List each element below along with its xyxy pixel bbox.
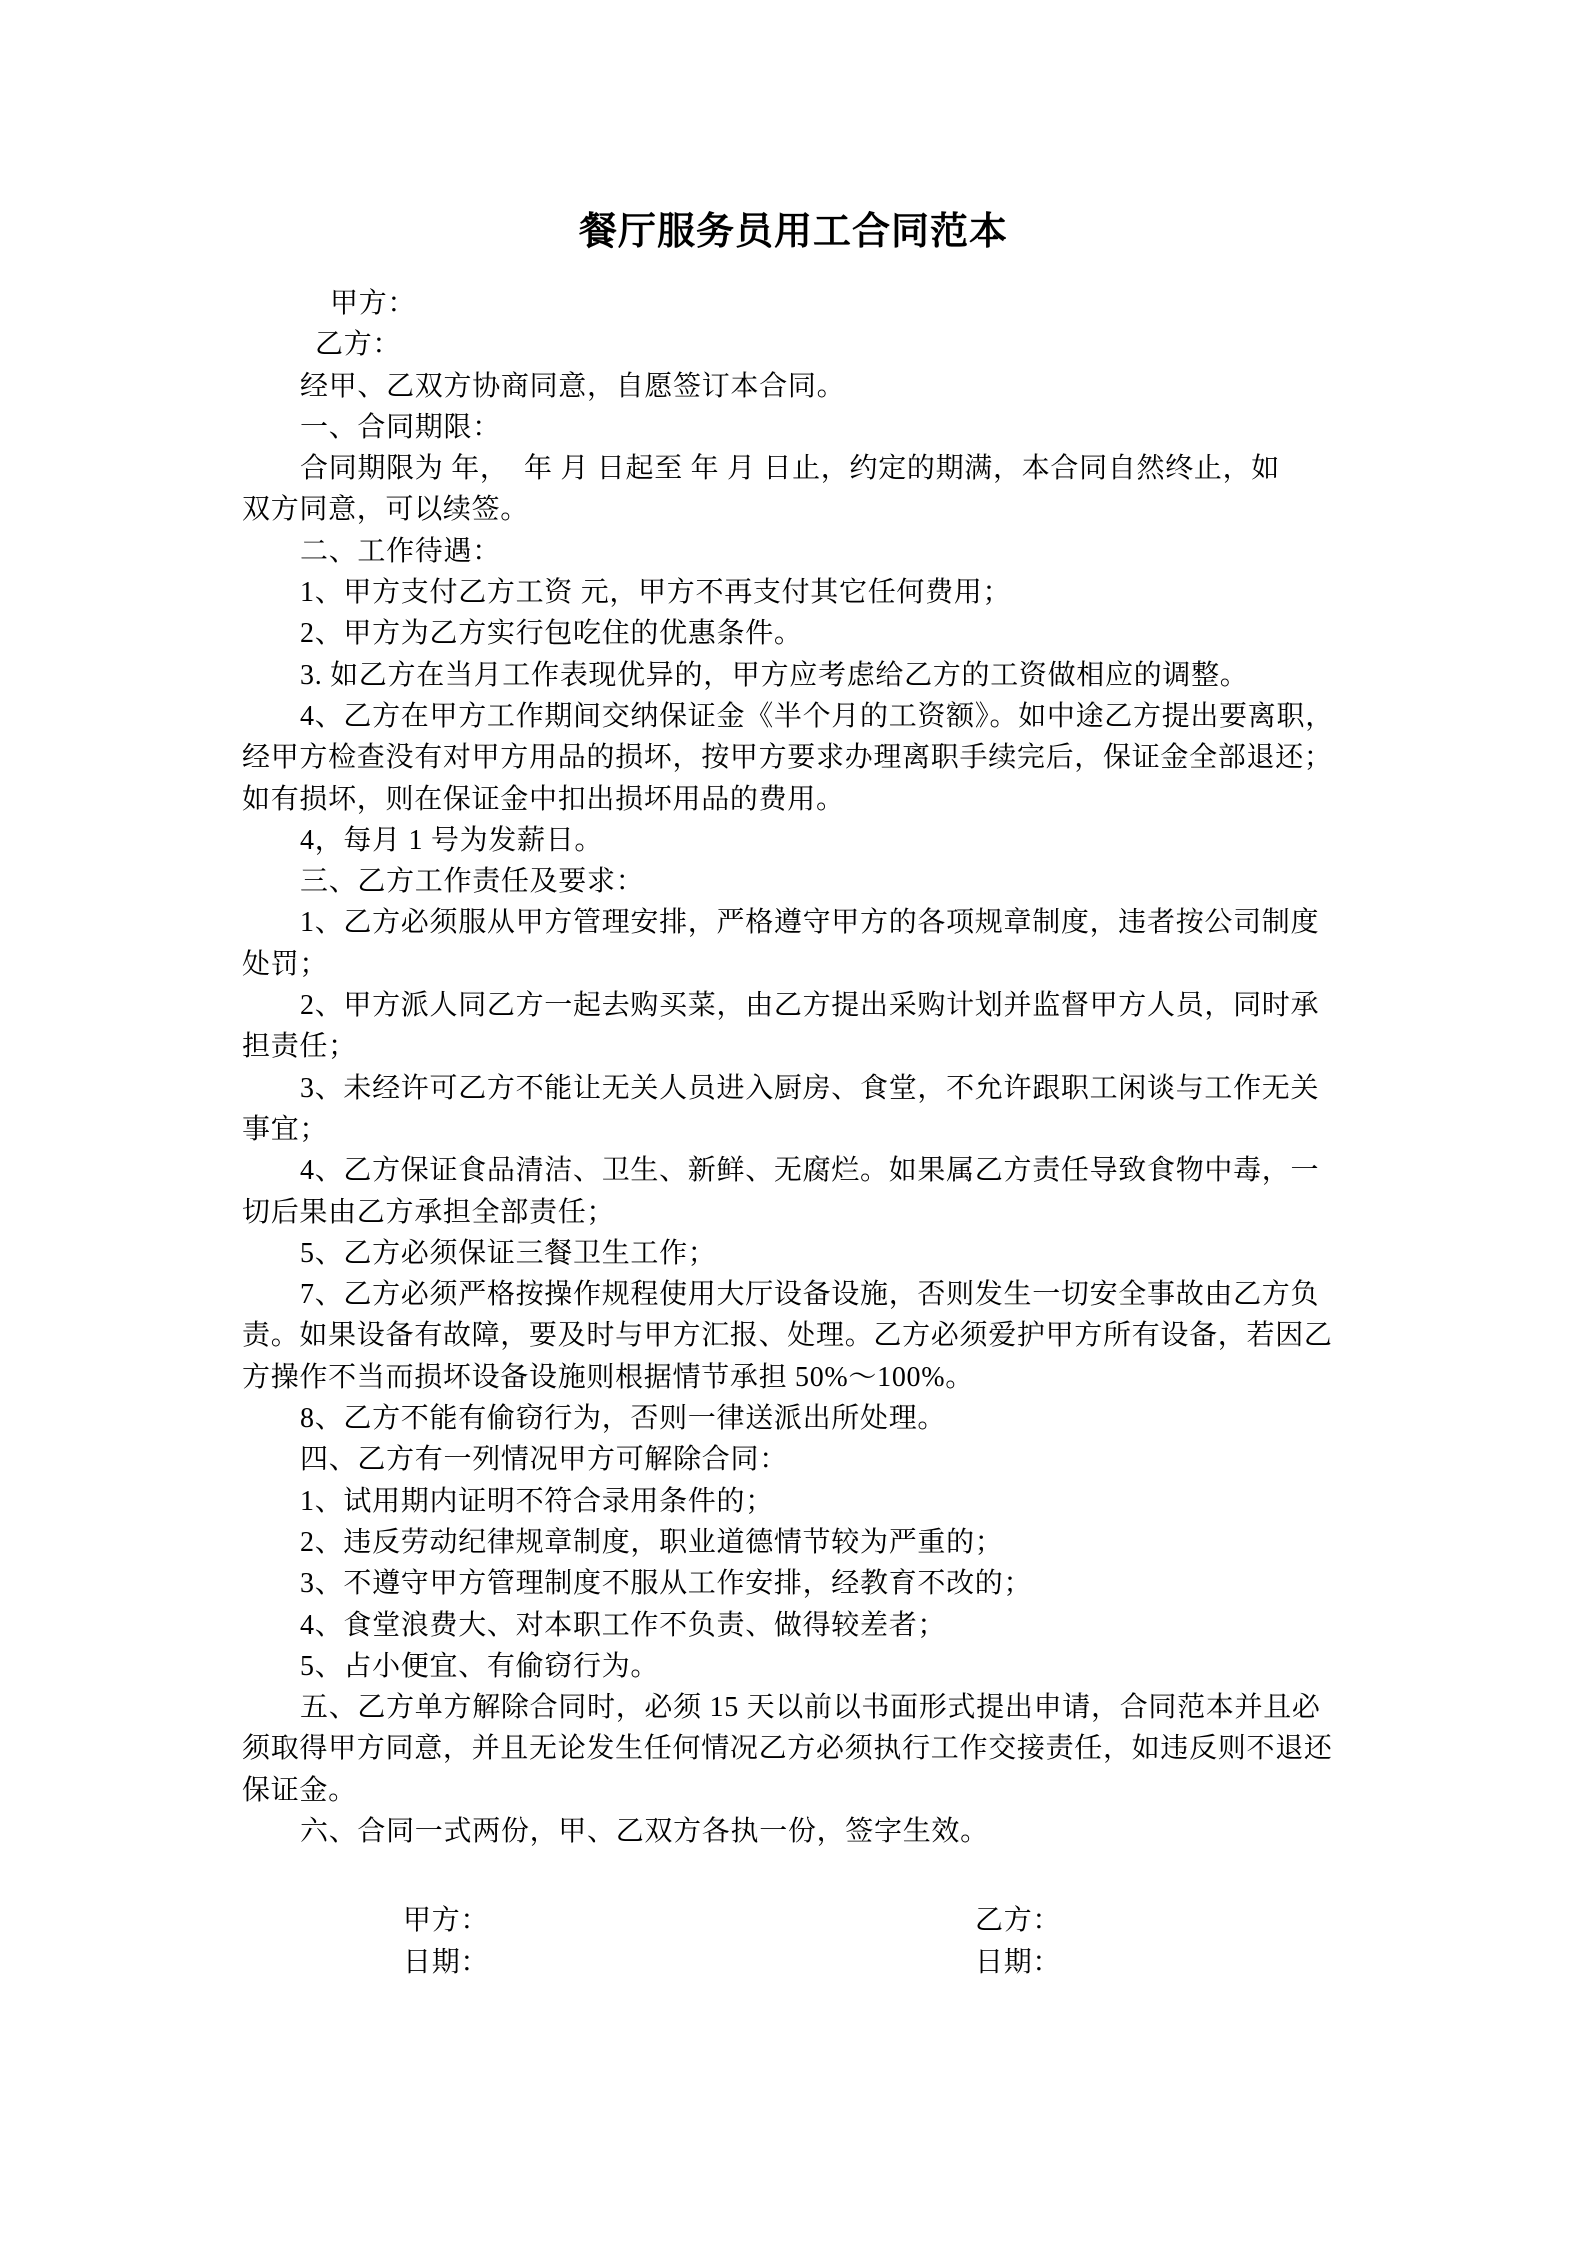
contract-line-2: 乙方： xyxy=(315,329,402,361)
contract-line-38: 六、合同一式两份，甲、乙双方各执一份，签字生效。 xyxy=(300,1815,989,1847)
contract-body xyxy=(242,283,1342,1852)
contract-line-35: 五、乙方单方解除合同时，必须 15 天以前以书面形式提出申请，合同范本并且必 xyxy=(300,1692,1321,1724)
contract-line-17: 处罚； xyxy=(242,948,329,980)
contract-line-10: 3. 如乙方在当月工作表现优异的，甲方应考虑给乙方的工资做相应的调整。 xyxy=(300,659,1249,691)
contract-line-21: 事宜； xyxy=(242,1113,329,1145)
contract-line-36: 须取得甲方同意，并且无论发生任何情况乙方必须执行工作交接责任，如违反则不退还 xyxy=(242,1733,1333,1765)
contract-line-1: 甲方： xyxy=(330,288,417,319)
contract-line-4: 一、合同期限： xyxy=(300,411,501,443)
signature-column-party-a xyxy=(403,1900,489,1983)
contract-line-7: 二、工作待遇： xyxy=(300,535,501,567)
contract-line-20: 3、未经许可乙方不能让无关人员进入厨房、食堂，不允许跟职工闲谈与工作无关 xyxy=(300,1072,1320,1104)
signature-date-b-label: 日期： xyxy=(975,1946,1062,1978)
contract-line-32: 3、不遵守甲方管理制度不服从工作安排，经教育不改的； xyxy=(300,1568,1033,1600)
contract-line-22: 4、乙方保证食品清洁、卫生、新鲜、无腐烂。如果属乙方责任导致食物中毒，一 xyxy=(300,1155,1320,1187)
document-title: 餐厅服务员用工合同范本 xyxy=(578,211,1008,253)
contract-line-3: 经甲、乙双方协商同意，自愿签订本合同。 xyxy=(300,370,846,402)
contract-line-28: 8、乙方不能有偷窃行为，否则一律送派出所处理。 xyxy=(300,1403,947,1435)
contract-line-11: 4、乙方在甲方工作期间交纳保证金《半个月的工资额》。如中途乙方提出要离职， xyxy=(300,700,1334,732)
contract-line-27: 方操作不当而损坏设备设施则根据情节承担 50%～100%。 xyxy=(242,1361,974,1393)
contract-line-14: 4，每月 1 号为发薪日。 xyxy=(300,824,604,856)
contract-line-18: 2、甲方派人同乙方一起去购买菜，由乙方提出采购计划并监督甲方人员，同时承 xyxy=(300,990,1320,1022)
contract-line-13: 如有损坏，则在保证金中扣出损坏用品的费用。 xyxy=(242,783,845,815)
contract-line-29: 四、乙方有一列情况甲方可解除合同： xyxy=(300,1444,788,1476)
contract-line-30: 1、试用期内证明不符合录用条件的； xyxy=(300,1485,774,1517)
contract-line-33: 4、食堂浪费大、对本职工作不负责、做得较差者； xyxy=(300,1609,947,1641)
contract-line-9: 2、甲方为乙方实行包吃住的优惠条件。 xyxy=(300,618,803,650)
contract-line-24: 5、乙方必须保证三餐卫生工作； xyxy=(300,1237,717,1269)
contract-line-31: 2、违反劳动纪律规章制度，职业道德情节较为严重的； xyxy=(300,1526,1004,1558)
signature-block xyxy=(242,1900,1342,1983)
contract-line-5: 合同期限为 年， 年 月 日起至 年 月 日止，约定的期满，本合同自然终止，如 xyxy=(300,453,1281,485)
signature-column-party-b xyxy=(975,1900,1061,1983)
contract-line-19: 担责任； xyxy=(242,1031,357,1063)
signature-party-b-label: 乙方： xyxy=(975,1905,1062,1937)
contract-line-6: 双方同意，可以续签。 xyxy=(242,494,530,526)
contract-line-15: 三、乙方工作责任及要求： xyxy=(300,866,645,898)
contract-line-37: 保证金。 xyxy=(242,1774,357,1806)
contract-line-16: 1、乙方必须服从甲方管理安排，严格遵守甲方的各项规章制度，违者按公司制度 xyxy=(300,907,1320,939)
contract-line-26: 责。如果设备有故障，要及时与甲方汇报、处理。乙方必须爱护甲方所有设备，若因乙 xyxy=(242,1320,1333,1352)
contract-line-12: 经甲方检查没有对甲方用品的损坏，按甲方要求办理离职手续完后，保证金全部退还； xyxy=(242,742,1333,774)
signature-party-a-label: 甲方： xyxy=(403,1905,490,1937)
contract-line-8: 1、甲方支付乙方工资 元，甲方不再支付其它任何费用； xyxy=(300,577,1012,609)
signature-date-a-label: 日期： xyxy=(403,1946,490,1978)
contract-line-25: 7、乙方必须严格按操作规程使用大厅设备设施，否则发生一切安全事故由乙方负 xyxy=(300,1279,1320,1311)
contract-line-34: 5、占小便宜、有偷窃行为。 xyxy=(300,1650,660,1682)
contract-line-23: 切后果由乙方承担全部责任； xyxy=(242,1196,616,1228)
